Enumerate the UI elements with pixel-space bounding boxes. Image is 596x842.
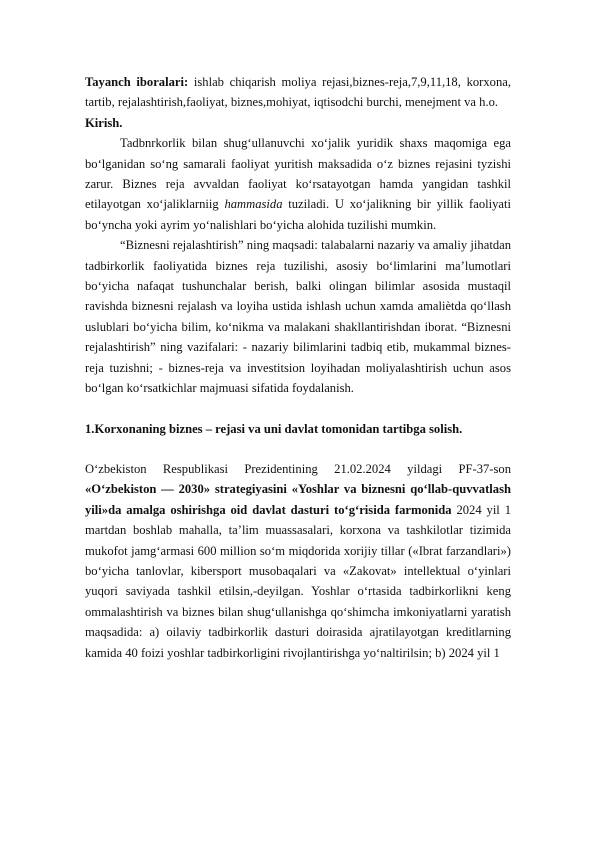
section1-body-text: 2024 yil 1 martdan boshlab mahalla, ta’lim muassasalari, korxona va tashkilotlar tizimida mukofot jamg‘armasi 600 million so‘m miqdorida xorijiy tillar («Ibrat farzandlari») bo‘yicha tanlovlar, kibersport musobaqalari va «Zakovat» intellektual o‘yinlari yuqori saviyada tashkil etilsin,-deyilgan. Yoshlar o‘rtasida tadbirkorlikni keng ommalashtirish va biznes bilan shug‘ullanishga qo‘shimcha imkoniyatlarni yaratish maqsadida: a) oilaviy tadbirkorlik dasturi doirasida ajratilayotgan kreditlarning kamida 40 foizi yoshlar tadbirkorligini rivojlantirishga yo‘naltirilsin; b) 2024 yil 1 [85, 502, 511, 660]
intro-p1-after: tuziladi. U xo‘jalikning bir yillik faoliyati bo‘yncha yoki ayrim yo‘nalishlari bo‘yicha alohida tuzilishi mumkin. [85, 197, 511, 232]
section1-paragraph [85, 479, 511, 663]
intro-p1-before: Tadbnrkorlik bilan shug‘ullanuvchi xo‘jalik yuridik shaxs maqomiga ega bo‘lganidan so‘ng samarali faoliyat yuritish maksadida o‘z biznes rejasini tyzishi zarur. Biznes reja avvaldan faoliyat ko‘rsatayotgan hamda yangidan tashkil etilayotgan xo‘jaliklarniig [85, 136, 511, 212]
keywords-label: Tayanch iboralari: [85, 75, 189, 89]
keywords-paragraph [85, 72, 511, 113]
intro-heading: Kirish. [85, 115, 123, 130]
section1-heading: 1.Korxonaning biznes – rejasi va uni davlat tomonidan tartibga solish. [85, 421, 463, 436]
intro-paragraph-2: “Biznesni rejalashtirish” ning maqsadi: talabalarni nazariy va amaliy jihatdan tadbirkorlik faoliyatida biznes reja tuzilishi, asosiy bo‘limlarini ma’lumotlari bo‘yicha nafaqat tushunchalar berish, balki olingan bilimlar asosida mustaqil ravishda biznesni rejalash va loyiha ustida ishlash uchun xamda amaliètda qo‘llash uslublari bo‘yicha bilim, ko‘nikma va malakani shakllantirishdan iborat. “Biznesni rejalashtirish” ning vazifalari: - nazariy bilimlarini tadbiq etib, mukammal biznes-reja tuzishni; - biznes-reja va investitsion loyihadan moliyalashtirish uchun asos bo‘lgan ko‘rsatkichlar majmuasi sifatida foydalanish. [85, 238, 511, 396]
section1-lead-line: O‘zbekiston Respublikasi Prezidentining 21.02.2024 yildagi PF-37-son [85, 461, 511, 476]
spacer [85, 399, 511, 419]
section1-decree-title: «O‘zbekiston — 2030» strategiyasini «Yoshlar va biznesni qo‘llab-quvvatlash yili»da amalga oshirishga oid davlat dasturi to‘g‘risida farmonida [85, 482, 511, 517]
intro-paragraph-1 [85, 133, 511, 235]
spacer [85, 439, 511, 459]
intro-p1-italic: hammasida [224, 197, 283, 212]
keywords-text: ishlab chiqarish moliya rejasi,biznes-reja,7,9,11,18, korxona, tartib, rejalashtirish,faoliyat, biznes,mohiyat, iqtisodchi burchi, menejment va h.o. [85, 75, 511, 110]
document-page [85, 72, 511, 663]
